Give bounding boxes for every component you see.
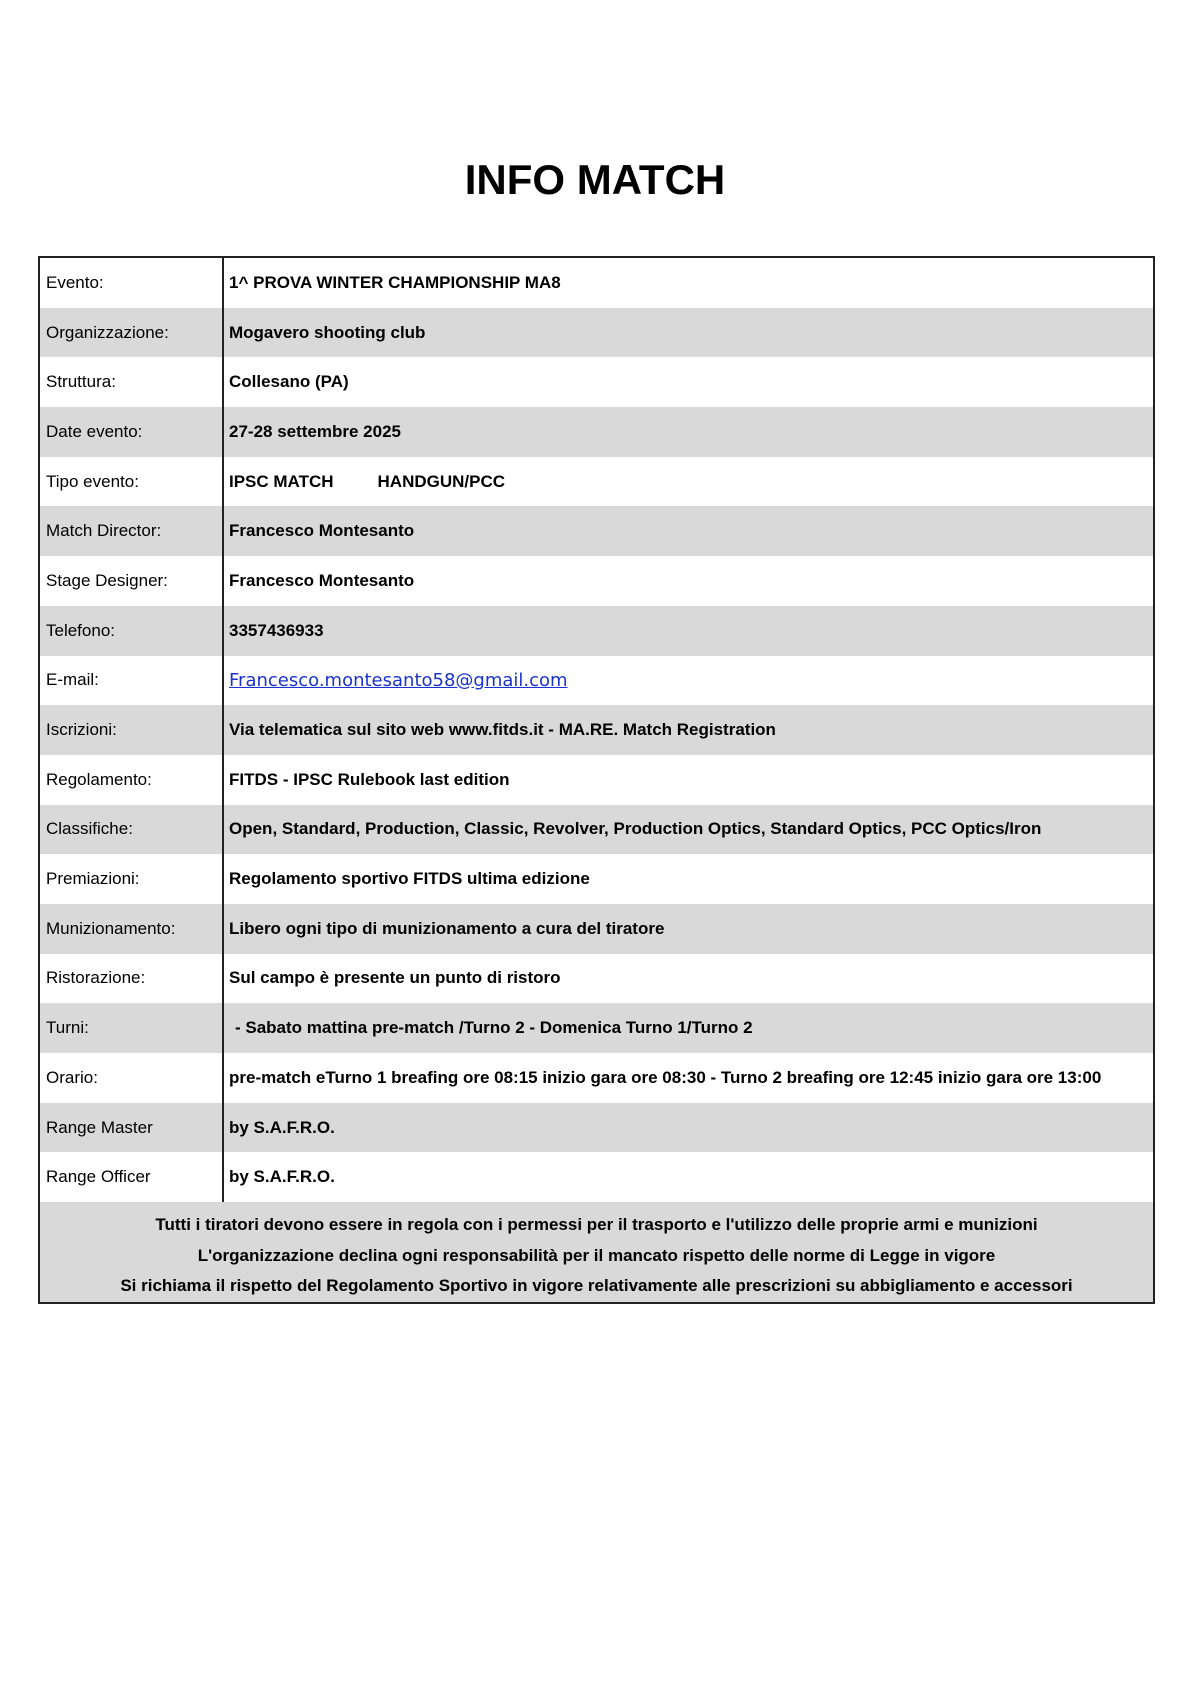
- table-row-tipo-evento: [39, 457, 1154, 507]
- table-row-orario: [39, 1053, 1154, 1103]
- row-value: by S.A.F.R.O.: [229, 1167, 335, 1187]
- row-value: Francesco Montesanto: [223, 506, 1154, 556]
- row-value: [223, 1003, 1154, 1053]
- note-line: Tutti i tiratori devono essere in regola con i permessi per il trasporto e l'utilizzo delle proprie armi e munizioni: [155, 1215, 1038, 1235]
- row-value: Francesco Montesanto: [229, 570, 415, 590]
- table-row-telefono: [39, 606, 1154, 656]
- page-title: INFO MATCH: [464, 156, 726, 203]
- row-value: 1^ PROVA WINTER CHAMPIONSHIP MA8: [229, 272, 561, 292]
- row-value: 3357436933: [223, 606, 1154, 656]
- row-value: [223, 656, 1154, 706]
- row-label: Munizionamento:: [39, 904, 223, 954]
- table-row-organizzazione: [39, 308, 1154, 358]
- row-label: Organizzazione:: [39, 308, 223, 358]
- notes-row: [39, 1202, 1154, 1303]
- turni-text: - Sabato mattina pre-match /Turno 2 - Domenica Turno 1/Turno 2: [235, 1018, 753, 1038]
- table-row-range-officer: [39, 1152, 1154, 1202]
- row-value: by S.A.F.R.O.: [223, 1103, 1154, 1153]
- row-label: Tipo evento:: [39, 457, 223, 507]
- row-value: Regolamento sportivo FITDS ultima edizione: [229, 869, 590, 889]
- row-label: Match Director:: [39, 506, 223, 556]
- row-label: Telefono:: [39, 606, 223, 656]
- row-label: Ristorazione:: [39, 954, 223, 1004]
- table-row-date-evento: [39, 407, 1154, 457]
- row-label: Range Master: [39, 1103, 223, 1153]
- table-row-iscrizioni: [39, 705, 1154, 755]
- row-value: Collesano (PA): [229, 372, 349, 392]
- row-value: Open, Standard, Production, Classic, Revolver, Production Optics, Standard Optics, PCC Optics/Iron: [223, 805, 1154, 855]
- event-discipline: HANDGUN/PCC: [377, 471, 506, 491]
- notes-cell: [39, 1202, 1154, 1303]
- row-value: pre-match eTurno 1 breafing ore 08:15 inizio gara ore 08:30 - Turno 2 breafing ore 12:45 inizio gara ore 13:00: [229, 1067, 1102, 1087]
- row-label: Date evento:: [39, 407, 223, 457]
- table-row-stage-designer: [39, 556, 1154, 606]
- table-row-munizionamento: [39, 904, 1154, 954]
- row-label: Regolamento:: [39, 755, 223, 805]
- row-value: Sul campo è presente un punto di ristoro: [229, 968, 561, 988]
- row-label: Orario:: [39, 1053, 223, 1103]
- row-label: Struttura:: [39, 357, 223, 407]
- row-label: Turni:: [39, 1003, 223, 1053]
- event-type: IPSC MATCH: [229, 471, 334, 491]
- row-value: 27-28 settembre 2025: [223, 407, 1154, 457]
- row-label: E-mail:: [39, 656, 223, 706]
- note-line: L'organizzazione declina ogni responsabilità per il mancato rispetto delle norme di Legge in vigore: [197, 1245, 996, 1265]
- row-label: Classifiche:: [39, 805, 223, 855]
- table-row-ristorazione: [39, 954, 1154, 1004]
- table-row-premiazioni: [39, 854, 1154, 904]
- table-row-classifiche: [39, 805, 1154, 855]
- row-value: Mogavero shooting club: [223, 308, 1154, 358]
- match-info-table: [38, 256, 1155, 1304]
- row-label: Premiazioni:: [39, 854, 223, 904]
- table-row-turni: [39, 1003, 1154, 1053]
- row-value: FITDS - IPSC Rulebook last edition: [229, 769, 510, 789]
- row-label: Evento:: [39, 257, 223, 308]
- table-row-evento: [39, 257, 1154, 308]
- row-label: Stage Designer:: [39, 556, 223, 606]
- note-line: Si richiama il rispetto del Regolamento Sportivo in vigore relativamente alle prescrizioni su abbigliamento e accessori: [120, 1276, 1073, 1296]
- row-label: Range Officer: [39, 1152, 223, 1202]
- row-value: Via telematica sul sito web www.fitds.it - MA.RE. Match Registration: [223, 705, 1154, 755]
- row-label: Iscrizioni:: [39, 705, 223, 755]
- table-row-match-director: [39, 506, 1154, 556]
- table-row-struttura: [39, 357, 1154, 407]
- table-row-range-master: [39, 1103, 1154, 1153]
- table-row-regolamento: [39, 755, 1154, 805]
- table-row-email: [39, 656, 1154, 706]
- email-link[interactable]: Francesco.montesanto58@gmail.com: [229, 669, 568, 691]
- row-value: [223, 457, 1154, 507]
- row-value: Libero ogni tipo di munizionamento a cura del tiratore: [223, 904, 1154, 954]
